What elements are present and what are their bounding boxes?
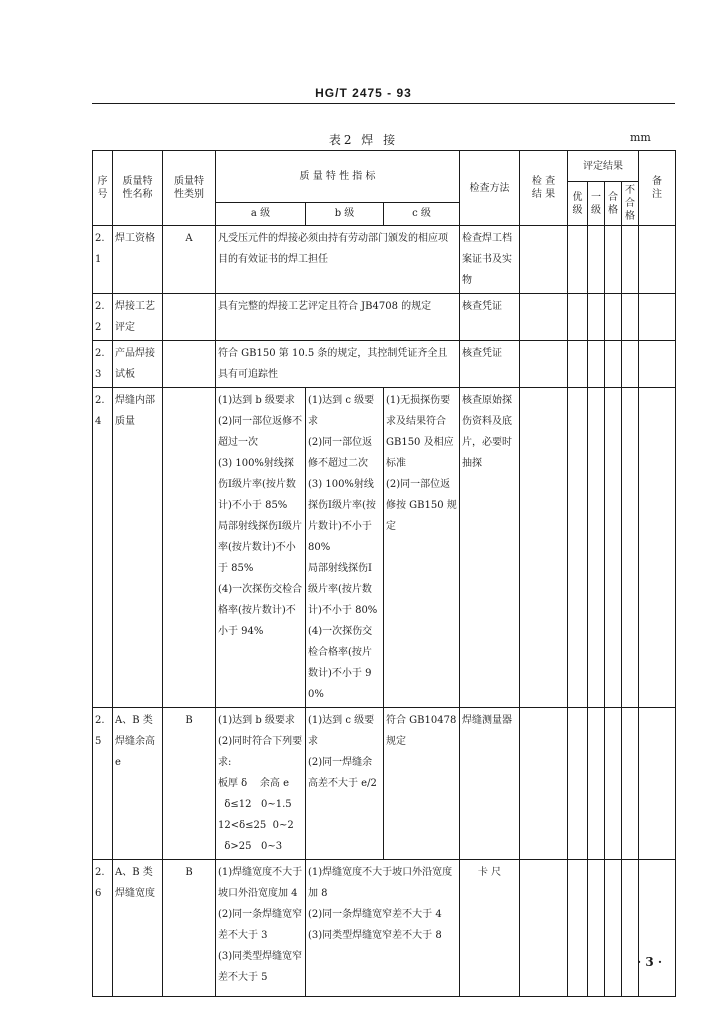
row-rating-first — [588, 708, 605, 860]
row-category: A — [163, 226, 216, 294]
row-rating-first — [588, 226, 605, 294]
table-row-2-1 — [93, 226, 676, 294]
row-name: A、B 类焊缝余高 e — [113, 708, 163, 860]
row-remark — [639, 294, 676, 341]
standard-code-header: HG/T 2475 - 93 — [315, 86, 412, 100]
row-rating-excellent — [568, 388, 588, 708]
row-rating-fail — [622, 860, 639, 997]
row-name: A、B 类焊缝宽度 — [113, 860, 163, 997]
row-no: 2.4 — [93, 388, 113, 708]
row-rating-fail — [622, 341, 639, 388]
row-rating-pass — [605, 860, 622, 997]
row-grade-c: (1)无损探伤要求及结果符合 GB150 及相应标准 (2)同一部位返修按 GB150 规定 — [384, 388, 460, 708]
row-method: 焊缝测量器 — [460, 708, 520, 860]
header-rating: 评定结果 — [568, 151, 639, 182]
row-rating-first — [588, 294, 605, 341]
row-no: 2.1 — [93, 226, 113, 294]
row-rating-pass — [605, 294, 622, 341]
header-grade-a: a 级 — [216, 202, 306, 225]
row-rating-pass — [605, 388, 622, 708]
table-row-2-2 — [93, 294, 676, 341]
row-remark — [639, 860, 676, 997]
row-result — [520, 708, 568, 860]
row-category: B — [163, 860, 216, 997]
header-method: 检查方法 — [460, 151, 520, 226]
table-row-2-5 — [93, 708, 676, 860]
row-result — [520, 388, 568, 708]
row-no: 2.3 — [93, 341, 113, 388]
row-rating-excellent — [568, 226, 588, 294]
row-no: 2.2 — [93, 294, 113, 341]
header-char-name: 质量特 性名称 — [113, 151, 163, 226]
header-rule — [92, 103, 675, 104]
row-grade-b: (1)达到 c 级要求 (2)同一部位返修不超过二次 (3) 100%射线探伤Ⅰ级片率(按片数计)不小于 80% 局部射线探伤Ⅰ级片率(按片数计)不小于 80% (4)一次探伤交检合格率(按片数计)不小于 90% — [306, 388, 384, 708]
row-no: 2.5 — [93, 708, 113, 860]
header-rating-pass: 合 格 — [605, 182, 622, 226]
row-method: 核查原始探伤资料及底片，必要时抽探 — [460, 388, 520, 708]
row-category — [163, 294, 216, 341]
header-rating-fail: 不 合 格 — [622, 182, 639, 226]
row-rating-pass — [605, 341, 622, 388]
table-caption: 表2 焊 接 — [328, 133, 399, 147]
row-name: 焊工资格 — [113, 226, 163, 294]
header-result: 检 查 结 果 — [520, 151, 568, 226]
row-result — [520, 341, 568, 388]
row-rating-excellent — [568, 860, 588, 997]
row-remark — [639, 341, 676, 388]
row-method: 检查焊工档案证书及实物 — [460, 226, 520, 294]
row-spec: 符合 GB150 第 10.5 条的规定，其控制凭证齐全且具有可追踪性 — [216, 341, 460, 388]
table-row-2-3 — [93, 341, 676, 388]
row-remark — [639, 388, 676, 708]
row-grade-a: (1)达到 b 级要求 (2)同时符合下列要求: 板厚 δ 余高 e δ≤12 0~1.5 12<δ≤25 0~2 δ>25 0~3 — [216, 708, 306, 860]
row-name: 产品焊接试板 — [113, 341, 163, 388]
row-spec: 凡受压元件的焊接必须由持有劳动部门颁发的相应项目的有效证书的焊工担任 — [216, 226, 460, 294]
row-name: 焊缝内部质量 — [113, 388, 163, 708]
row-method: 核查凭证 — [460, 294, 520, 341]
header-char-category: 质量特 性类别 — [163, 151, 216, 226]
row-rating-first — [588, 860, 605, 997]
welding-quality-table — [92, 150, 676, 997]
row-name: 焊接工艺评定 — [113, 294, 163, 341]
row-rating-fail — [622, 708, 639, 860]
header-grade-b: b 级 — [306, 202, 384, 225]
row-rating-fail — [622, 294, 639, 341]
table-row-2-6 — [93, 860, 676, 997]
row-method: 核查凭证 — [460, 341, 520, 388]
row-rating-excellent — [568, 341, 588, 388]
row-grade-bc: (1)焊缝宽度不大于坡口外沿宽度加 8 (2)同一条焊缝宽窄差不大于 4 (3)同类型焊缝宽窄差不大于 8 — [306, 860, 460, 997]
header-seq: 序 号 — [93, 151, 113, 226]
row-result — [520, 226, 568, 294]
row-grade-a: (1)达到 b 级要求 (2)同一部位返修不超过一次 (3) 100%射线探伤Ⅰ级片率(按片数计)不小于 85% 局部射线探伤Ⅰ级片率(按片数计)不小于 85% (4)一次探伤交检合格率(按片数计)不小于 94% — [216, 388, 306, 708]
row-remark — [639, 226, 676, 294]
row-rating-excellent — [568, 708, 588, 860]
row-rating-pass — [605, 226, 622, 294]
header-grade-c: c 级 — [384, 202, 460, 225]
row-result — [520, 860, 568, 997]
row-grade-b: (1)达到 c 级要求 (2)同一焊缝余高差不大于 e/2 — [306, 708, 384, 860]
row-rating-fail — [622, 226, 639, 294]
row-remark — [639, 708, 676, 860]
row-rating-excellent — [568, 294, 588, 341]
row-result — [520, 294, 568, 341]
row-grade-a: (1)焊缝宽度不大于坡口外沿宽度加 4 (2)同一条焊缝宽窄差不大于 3 (3)同类型焊缝宽窄差不大于 5 — [216, 860, 306, 997]
table-row-2-4 — [93, 388, 676, 708]
row-category — [163, 341, 216, 388]
header-spec: 质 量 特 性 指 标 — [216, 151, 460, 203]
header-remark: 备 注 — [639, 151, 676, 226]
row-spec: 具有完整的焊接工艺评定且符合 JB4708 的规定 — [216, 294, 460, 341]
header-rating-excellent: 优 级 — [568, 182, 588, 226]
row-rating-pass — [605, 708, 622, 860]
row-rating-first — [588, 388, 605, 708]
row-no: 2.6 — [93, 860, 113, 997]
table-unit: mm — [630, 131, 651, 144]
row-category — [163, 388, 216, 708]
row-method: 卡 尺 — [460, 860, 520, 997]
header-rating-first: 一 级 — [588, 182, 605, 226]
page-number: · 3 · — [637, 955, 663, 969]
row-rating-fail — [622, 388, 639, 708]
row-grade-c: 符合 GB10478 规定 — [384, 708, 460, 860]
row-category: B — [163, 708, 216, 860]
row-rating-first — [588, 341, 605, 388]
table-header-row-1 — [93, 151, 676, 182]
